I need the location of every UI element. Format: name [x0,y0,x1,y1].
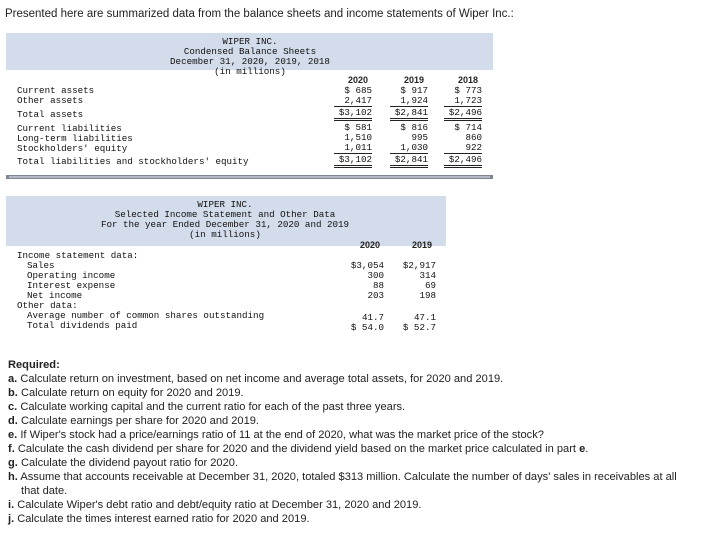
row-label-total-assets: Total assets [17,109,84,120]
total-assets-2018: $2,496 [444,108,482,121]
op-income-2020: 300 [367,270,384,281]
balance-units: (in millions) [214,66,286,77]
interest-2019: 69 [424,280,436,291]
total-assets-2020: $3,102 [334,108,372,121]
total-le-2020: $3,102 [334,155,372,168]
row-label-interest-expense: Interest expense [27,280,116,291]
equity-2019: 1,030 [390,143,428,154]
required-item-g: g. Calculate the dividend payout ratio for 2020. [8,457,239,469]
other-assets-2018: 1,723 [444,96,482,107]
balance-title: Condensed Balance Sheets [183,46,317,57]
current-assets-2019: $ 917 [400,85,428,96]
required-item-j: j. Calculate the times interest earned ratio for 2020 and 2019. [8,513,310,525]
section-income-statement-data: Income statement data: [17,250,139,261]
current-assets-2018: $ 773 [454,85,482,96]
avg-shares-2019: 47.1 [413,312,436,323]
row-label-operating-income: Operating income [27,270,116,281]
intro-text: Presented here are summarized data from the balance sheets and income statements of Wiper Inc.: [5,8,514,20]
required-item-b: b. Calculate return on equity for 2020 and 2019. [8,387,244,399]
long-term-2018: 860 [465,132,482,143]
equity-2018: 922 [444,143,482,154]
row-label-current-assets: Current assets [17,85,95,96]
year-header-2020: 2020 [347,75,368,85]
row-label-current-liabilities: Current liabilities [17,123,122,134]
other-assets-2020: 2,417 [334,96,372,107]
required-item-d: d. Calculate earnings per share for 2020 and 2019. [8,415,260,427]
dividends-2020: $ 54.0 [350,322,384,333]
income-company: WIPER INC. [197,199,253,210]
row-label-net-income: Net income [27,290,83,301]
year-header-2018: 2018 [457,75,478,85]
required-item-h: h. Assume that accounts receivable at December 31, 2020, totaled $313 million. Calculate the number of days' sales in receivables at all [8,471,677,483]
dividends-2019: $ 52.7 [402,322,436,333]
total-assets-2019: $2,841 [390,108,428,121]
income-units: (in millions) [189,229,261,240]
income-period: For the year Ended December 31, 2020 and 2019 [100,219,350,230]
row-label-long-term-liabilities: Long-term liabilities [17,133,133,144]
required-item-a: a. Calculate return on investment, based on net income and average total assets, for 2020 and 2019. [8,373,504,385]
row-label-dividends: Total dividends paid [27,320,138,331]
income-title: Selected Income Statement and Other Data [114,209,336,220]
current-liabilities-2020: $ 581 [344,122,372,133]
sales-2019: $2,917 [402,260,436,271]
required-item-c: c. Calculate working capital and the current ratio for each of the past three years. [8,401,406,413]
income-year-2020: 2020 [359,240,380,250]
long-term-2019: 995 [411,132,428,143]
row-label-equity: Stockholders' equity [17,143,128,154]
avg-shares-2020: 41.7 [361,312,384,323]
balance-scrollbar-thumb[interactable] [9,176,490,178]
total-le-2018: $2,496 [444,155,482,168]
net-income-2019: 198 [419,290,436,301]
interest-2020: 88 [372,280,384,291]
current-assets-2020: $ 685 [344,85,372,96]
required-item-e: e. If Wiper's stock had a price/earnings ratio of 11 at the end of 2020, what was the market price of the stock? [8,429,544,441]
income-year-2019: 2019 [411,240,432,250]
required-heading: Required: [8,359,60,371]
year-header-2019: 2019 [403,75,424,85]
current-liabilities-2019: $ 816 [400,122,428,133]
row-label-avg-shares: Average number of common shares outstanding [27,310,265,321]
required-item-i: i. Calculate Wiper's debt ratio and debt/equity ratio at December 31, 2020 and 2019. [8,499,422,511]
equity-2020: 1,011 [334,143,372,154]
sales-2020: $3,054 [350,260,384,271]
net-income-2020: 203 [367,290,384,301]
row-label-sales: Sales [27,260,55,271]
balance-company: WIPER INC. [222,36,278,47]
current-liabilities-2018: $ 714 [454,122,482,133]
section-other-data: Other data: [17,300,78,311]
balance-date: December 31, 2020, 2019, 2018 [170,56,330,67]
total-le-2019: $2,841 [390,155,428,168]
row-label-other-assets: Other assets [17,95,84,106]
long-term-2020: 1,510 [344,132,372,143]
required-item-f: f. Calculate the cash dividend per share for 2020 and the dividend yield based on the market price calculated in part e. [8,443,589,455]
row-label-total-liabilities-equity: Total liabilities and stockholders' equity [17,156,249,167]
required-item-h-continued: that date. [21,485,68,497]
op-income-2019: 314 [419,270,436,281]
other-assets-2019: 1,924 [390,96,428,107]
